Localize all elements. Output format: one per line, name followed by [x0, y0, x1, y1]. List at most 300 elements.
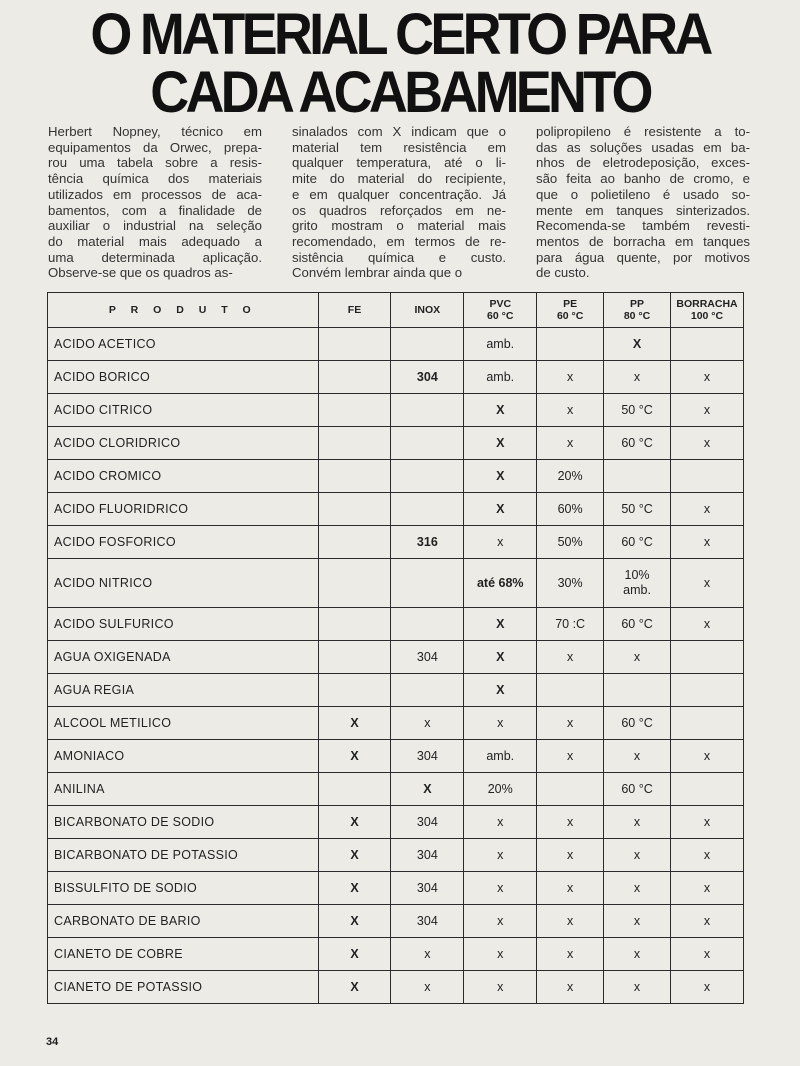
cell-value: x — [633, 946, 641, 961]
intro-text-line: os quadros reforçados em ne- — [292, 202, 506, 218]
cell-pe — [537, 872, 604, 905]
cell-value: x — [703, 847, 711, 862]
table-row — [48, 806, 744, 839]
cell-value: x — [497, 534, 504, 549]
header-produto — [48, 293, 319, 328]
header-label: BORRACHA — [676, 298, 738, 310]
cell-pe — [537, 361, 604, 394]
cell-borracha — [670, 460, 743, 493]
product-name: CIANETO DE COBRE — [48, 938, 319, 971]
cell-pp — [604, 559, 671, 608]
cell-pe — [537, 608, 604, 641]
cell-pvc — [464, 839, 537, 872]
header-label: PE — [563, 298, 578, 310]
cell-value: x — [703, 946, 711, 961]
intro-text-line: material tem resistência em — [292, 139, 506, 155]
cell-inox — [391, 938, 464, 971]
intro-text-line: das as soluções usadas em ba- — [536, 139, 750, 155]
cell-value: X — [496, 649, 505, 664]
cell-value: X — [350, 979, 359, 994]
product-name: ANILINA — [48, 773, 319, 806]
cell-value: 304 — [416, 880, 438, 895]
cell-inox — [391, 328, 464, 361]
cell-pe — [537, 938, 604, 971]
cell-inox — [391, 526, 464, 559]
cell-inox — [391, 608, 464, 641]
table-row — [48, 839, 744, 872]
cell-inox — [391, 905, 464, 938]
table-body — [48, 328, 744, 1004]
intro-text — [48, 124, 754, 280]
table-row — [48, 427, 744, 460]
cell-pvc — [464, 559, 537, 608]
table-row — [48, 938, 744, 971]
cell-fe — [318, 394, 391, 427]
cell-pvc — [464, 872, 537, 905]
header-temperature: 80 °C — [623, 310, 651, 322]
cell-pvc — [464, 460, 537, 493]
intro-text-line: Herbert Nopney, técnico em — [48, 124, 262, 139]
cell-value: x — [424, 715, 431, 730]
cell-value: 304 — [416, 913, 438, 928]
intro-text-line: Convém lembrar ainda que o — [292, 265, 463, 281]
cell-pvc — [464, 394, 537, 427]
cell-value: x — [703, 880, 711, 895]
cell-value: x — [567, 979, 574, 994]
cell-value: x — [633, 979, 641, 994]
cell-pvc — [464, 427, 537, 460]
cell-pvc — [464, 493, 537, 526]
cell-inox — [391, 773, 464, 806]
table-row — [48, 971, 744, 1004]
intro-text-line: qualquer temperatura, até o li- — [292, 155, 506, 171]
cell-value: X — [632, 336, 642, 351]
table-row — [48, 773, 744, 806]
cell-inox — [391, 493, 464, 526]
cell-value: x — [633, 847, 641, 862]
cell-inox — [391, 740, 464, 773]
cell-borracha — [670, 361, 743, 394]
cell-pvc — [464, 707, 537, 740]
cell-value: x — [567, 847, 574, 862]
cell-value: x — [497, 715, 504, 730]
table-row — [48, 394, 744, 427]
header-inox — [391, 293, 464, 328]
cell-pe — [537, 971, 604, 1004]
cell-pvc — [464, 674, 537, 707]
cell-value: x — [703, 814, 711, 829]
cell-borracha — [670, 427, 743, 460]
cell-pvc — [464, 971, 537, 1004]
cell-inox — [391, 559, 464, 608]
table-row — [48, 608, 744, 641]
cell-pp — [604, 872, 671, 905]
cell-borracha — [670, 674, 743, 707]
cell-value: x — [424, 946, 431, 961]
table-row — [48, 493, 744, 526]
intro-text-line: mentos de borracha em tanques — [536, 233, 750, 249]
cell-pvc — [464, 905, 537, 938]
cell-value: amb. — [486, 748, 515, 763]
cell-fe — [318, 493, 391, 526]
cell-pe — [537, 526, 604, 559]
cell-value: 50 °C — [621, 501, 653, 516]
cell-value: amb. — [486, 336, 515, 351]
cell-fe — [318, 740, 391, 773]
product-name: ALCOOL METILICO — [48, 707, 319, 740]
cell-value: x — [703, 369, 711, 384]
intro-text-line: bamentos, com a finalidade de — [48, 202, 262, 218]
intro-text-line: nhos de eletrodeposição, exces- — [536, 155, 750, 171]
cell-inox — [391, 361, 464, 394]
cell-value: x — [633, 913, 641, 928]
table-row — [48, 328, 744, 361]
table-row — [48, 361, 744, 394]
cell-borracha — [670, 559, 743, 608]
cell-fe — [318, 427, 391, 460]
intro-text-line: rou uma tabela sobre a resis- — [48, 155, 262, 171]
cell-fe — [318, 460, 391, 493]
headline-line-2: CADA ACABAMENTO — [150, 60, 650, 125]
cell-value: x — [703, 534, 711, 549]
header-pp — [604, 293, 671, 328]
cell-value: x — [703, 402, 711, 417]
table-row — [48, 641, 744, 674]
intro-text-line: grito mostram o material mais — [292, 218, 506, 234]
cell-pvc — [464, 328, 537, 361]
cell-inox — [391, 971, 464, 1004]
cell-value: x — [703, 575, 711, 590]
cell-value: x — [497, 814, 504, 829]
product-name: AGUA OXIGENADA — [48, 641, 319, 674]
intro-text-line: Observe-se que os quadros as- — [48, 265, 233, 281]
cell-fe — [318, 328, 391, 361]
cell-inox — [391, 641, 464, 674]
cell-pvc — [464, 361, 537, 394]
cell-value: x — [633, 814, 641, 829]
cell-value: x — [567, 748, 574, 763]
cell-value: 60 °C — [621, 715, 653, 730]
cell-borracha — [670, 773, 743, 806]
cell-value: x — [497, 979, 504, 994]
cell-value-note: amb. — [623, 583, 651, 597]
header-fe — [318, 293, 391, 328]
cell-pe — [537, 740, 604, 773]
cell-fe — [318, 872, 391, 905]
cell-borracha — [670, 905, 743, 938]
cell-value: X — [350, 847, 359, 862]
cell-value: 60 °C — [621, 781, 653, 796]
header-label: P R O D U T O — [108, 304, 257, 316]
cell-value: X — [496, 616, 505, 631]
cell-fe — [318, 707, 391, 740]
cell-pp — [604, 905, 671, 938]
intro-text-line: mente em tanques sinterizados. — [536, 202, 750, 218]
product-name: BISSULFITO DE SODIO — [48, 872, 319, 905]
cell-inox — [391, 674, 464, 707]
intro-text-line: auxiliar o industrial na seleção — [48, 218, 262, 234]
product-name: ACIDO FLUORIDRICO — [48, 493, 319, 526]
cell-pvc — [464, 740, 537, 773]
intro-column-1 — [48, 124, 262, 281]
product-name: ACIDO CROMICO — [48, 460, 319, 493]
table-row — [48, 905, 744, 938]
cell-pp — [604, 328, 671, 361]
cell-pp — [604, 460, 671, 493]
product-name: ACIDO CITRICO — [48, 394, 319, 427]
header-label: FE — [347, 304, 362, 316]
cell-borracha — [670, 707, 743, 740]
cell-fe — [318, 674, 391, 707]
cell-inox — [391, 839, 464, 872]
cell-value: 20% — [487, 781, 513, 796]
product-name: ACIDO NITRICO — [48, 559, 319, 608]
cell-value: 60 °C — [621, 534, 653, 549]
cell-pp — [604, 608, 671, 641]
intro-text-line: sistência química e custo. — [292, 249, 506, 265]
intro-text-line: são feita ao banho de cromo, e — [536, 171, 750, 187]
cell-fe — [318, 806, 391, 839]
cell-value: 304 — [416, 748, 438, 763]
cell-value: 304 — [416, 847, 438, 862]
cell-pp — [604, 839, 671, 872]
table-row — [48, 872, 744, 905]
cell-value: 10% — [624, 568, 650, 582]
header-borracha — [670, 293, 743, 328]
product-name: CIANETO DE POTASSIO — [48, 971, 319, 1004]
cell-value: x — [703, 913, 711, 928]
cell-value: x — [633, 748, 641, 763]
cell-pp — [604, 806, 671, 839]
intro-text-line: recomendado, em termos de re- — [292, 233, 506, 249]
cell-fe — [318, 773, 391, 806]
cell-fe — [318, 361, 391, 394]
cell-fe — [318, 559, 391, 608]
cell-value: X — [350, 748, 359, 763]
cell-pp — [604, 526, 671, 559]
intro-text-line: que o polietileno é usado so- — [536, 186, 750, 202]
intro-column-3 — [536, 124, 750, 281]
cell-pvc — [464, 938, 537, 971]
header-label: PVC — [489, 298, 512, 310]
intro-text-line: utilizados em processos de aca- — [48, 186, 262, 202]
cell-value: x — [567, 946, 574, 961]
cell-borracha — [670, 394, 743, 427]
cell-value: 60% — [557, 501, 583, 516]
cell-value: x — [703, 979, 711, 994]
cell-value: x — [703, 748, 711, 763]
cell-pe — [537, 460, 604, 493]
product-name: ACIDO ACETICO — [48, 328, 319, 361]
cell-borracha — [670, 839, 743, 872]
cell-value: 60 °C — [621, 435, 653, 450]
cell-fe — [318, 608, 391, 641]
cell-value: X — [350, 715, 359, 730]
cell-inox — [391, 806, 464, 839]
cell-value: X — [350, 946, 359, 961]
cell-value: x — [703, 435, 711, 450]
cell-value: x — [424, 979, 431, 994]
cell-value: x — [703, 501, 711, 516]
cell-pe — [537, 641, 604, 674]
cell-pp — [604, 740, 671, 773]
cell-borracha — [670, 641, 743, 674]
product-name: BICARBONATO DE SODIO — [48, 806, 319, 839]
cell-borracha — [670, 526, 743, 559]
cell-value: x — [567, 715, 574, 730]
cell-value: x — [567, 435, 574, 450]
cell-value: X — [350, 880, 359, 895]
cell-value: x — [567, 880, 574, 895]
cell-fe — [318, 839, 391, 872]
cell-value: x — [567, 402, 574, 417]
table-row — [48, 707, 744, 740]
intro-text-line: sinalados com X indicam que o — [292, 124, 506, 139]
intro-text-line: para água quente, por motivos — [536, 249, 750, 265]
table-row — [48, 526, 744, 559]
cell-value: 304 — [416, 369, 438, 384]
intro-text-line: do material mais adequado a — [48, 233, 262, 249]
cell-pe — [537, 674, 604, 707]
cell-borracha — [670, 971, 743, 1004]
header-pe — [537, 293, 604, 328]
cell-value: x — [567, 369, 574, 384]
header-label: INOX — [414, 304, 441, 316]
header-pvc — [464, 293, 537, 328]
cell-value: x — [633, 880, 641, 895]
product-name: ACIDO SULFURICO — [48, 608, 319, 641]
cell-value: x — [567, 814, 574, 829]
cell-pp — [604, 394, 671, 427]
header-temperature: 60 °C — [556, 310, 584, 322]
cell-value: x — [497, 913, 504, 928]
product-name: ACIDO CLORIDRICO — [48, 427, 319, 460]
cell-value: X — [350, 913, 359, 928]
cell-value: x — [497, 880, 504, 895]
intro-text-line: uma determinada aplicação. — [48, 249, 262, 265]
cell-pp — [604, 493, 671, 526]
cell-pe — [537, 806, 604, 839]
intro-text-line: e em qualquer concentração. Já — [292, 186, 506, 202]
cell-pp — [604, 361, 671, 394]
cell-inox — [391, 707, 464, 740]
header-temperature: 100 °C — [690, 310, 724, 322]
cell-pvc — [464, 641, 537, 674]
cell-value: X — [496, 501, 505, 516]
product-name: ACIDO BORICO — [48, 361, 319, 394]
intro-text-line: Recomenda-se também revesti- — [536, 218, 750, 234]
cell-fe — [318, 971, 391, 1004]
table-row — [48, 740, 744, 773]
headline-line-1: O MATERIAL CERTO PARA — [90, 2, 710, 67]
cell-pvc — [464, 608, 537, 641]
cell-pp — [604, 674, 671, 707]
cell-inox — [391, 460, 464, 493]
product-name: BICARBONATO DE POTASSIO — [48, 839, 319, 872]
cell-pp — [604, 971, 671, 1004]
cell-borracha — [670, 328, 743, 361]
cell-value: X — [496, 468, 505, 483]
cell-value: x — [567, 913, 574, 928]
cell-value: 70 :C — [555, 616, 586, 631]
product-name: AGUA REGIA — [48, 674, 319, 707]
table-header-row — [48, 293, 744, 328]
cell-value: 316 — [416, 534, 438, 549]
cell-value: 304 — [416, 649, 438, 664]
cell-fe — [318, 526, 391, 559]
product-name: AMONIACO — [48, 740, 319, 773]
intro-text-line: mite do material do recipiente, — [292, 171, 506, 187]
cell-value: 50 °C — [621, 402, 653, 417]
table-row — [48, 460, 744, 493]
intro-text-line: tência química dos materiais — [48, 171, 262, 187]
cell-pe — [537, 773, 604, 806]
cell-pe — [537, 905, 604, 938]
cell-pvc — [464, 773, 537, 806]
cell-value: x — [497, 847, 504, 862]
cell-inox — [391, 394, 464, 427]
cell-pp — [604, 938, 671, 971]
cell-value: X — [496, 402, 505, 417]
cell-value: 50% — [557, 534, 583, 549]
headline — [28, 2, 772, 125]
cell-pvc — [464, 526, 537, 559]
intro-column-2 — [292, 124, 506, 281]
table-row — [48, 674, 744, 707]
cell-pp — [604, 427, 671, 460]
cell-pp — [604, 641, 671, 674]
intro-text-line: polipropileno é resistente a to- — [536, 124, 750, 139]
cell-fe — [318, 641, 391, 674]
cell-value: x — [633, 369, 641, 384]
cell-pp — [604, 707, 671, 740]
cell-value: x — [703, 616, 711, 631]
cell-borracha — [670, 493, 743, 526]
cell-pe — [537, 394, 604, 427]
cell-fe — [318, 905, 391, 938]
product-name: CARBONATO DE BARIO — [48, 905, 319, 938]
table-row — [48, 559, 744, 608]
cell-value: X — [496, 682, 505, 697]
cell-pe — [537, 559, 604, 608]
page-number: 34 — [46, 1036, 59, 1048]
cell-pe — [537, 707, 604, 740]
cell-value: x — [567, 649, 574, 664]
cell-value: 60 °C — [621, 616, 653, 631]
cell-value: 20% — [557, 468, 583, 483]
cell-borracha — [670, 608, 743, 641]
cell-value: X — [496, 435, 505, 450]
cell-fe — [318, 938, 391, 971]
cell-value: X — [350, 814, 359, 829]
cell-borracha — [670, 740, 743, 773]
cell-value: 30% — [557, 575, 583, 590]
cell-pe — [537, 328, 604, 361]
cell-value: X — [423, 781, 432, 796]
cell-pe — [537, 427, 604, 460]
cell-pe — [537, 493, 604, 526]
cell-pp — [604, 773, 671, 806]
product-name: ACIDO FOSFORICO — [48, 526, 319, 559]
cell-value: amb. — [486, 369, 515, 384]
cell-borracha — [670, 872, 743, 905]
cell-inox — [391, 872, 464, 905]
cell-pvc — [464, 806, 537, 839]
cell-value: 304 — [416, 814, 438, 829]
cell-pe — [537, 839, 604, 872]
header-label: PP — [630, 298, 645, 310]
cell-inox — [391, 427, 464, 460]
